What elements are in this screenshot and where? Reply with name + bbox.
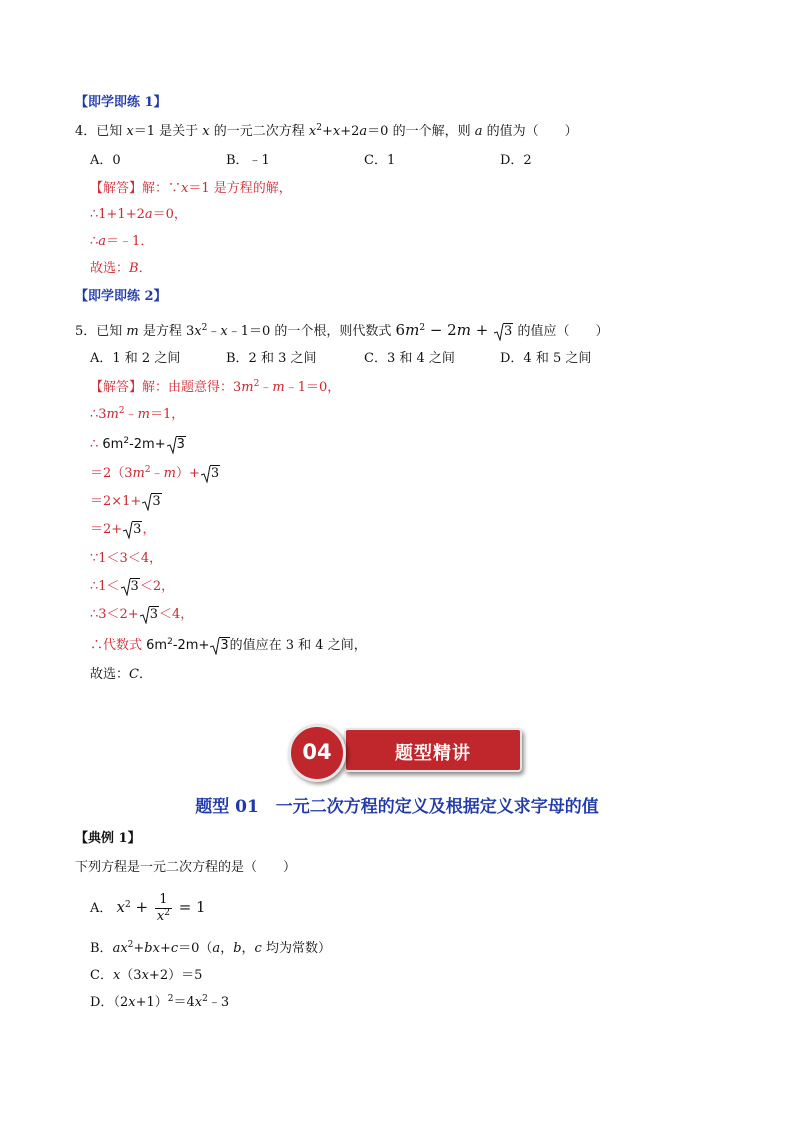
- q4-option-d: D．2: [500, 153, 532, 168]
- q4-solution-line-2: ∴1+1+2a＝0，: [90, 207, 187, 222]
- example1-option-d: D．$(2x+1)^2=4x^2﹣3$: [90, 994, 230, 1010]
- q4-option-c: C．1: [364, 153, 396, 168]
- practice1-tag: 【即学即练 1】: [75, 95, 167, 110]
- example1-option-c: C．x（3x+2）＝5: [90, 968, 203, 983]
- q5-option-c: C．3 和 4 之间: [364, 351, 455, 366]
- example1-tag: 【典例 1】: [75, 831, 141, 846]
- sqrt-icon: 3: [201, 465, 220, 483]
- q5-option-d: D．4 和 5 之间: [500, 351, 592, 366]
- q4-option-b: B．﹣1: [226, 153, 270, 168]
- example1-question: 下列方程是一元二次方程的是（ ）: [75, 860, 297, 875]
- q4-solution-line-4: 故选：B．: [90, 261, 152, 276]
- banner-label-bar: 题型精讲: [344, 728, 522, 772]
- q5-solution-line-3: ∴ $6m^2-2m+$ 3: [90, 436, 185, 452]
- section-title: 题型 01 一元二次方程的定义及根据定义求字母的值: [195, 797, 599, 817]
- sqrt-icon: 3: [140, 606, 159, 624]
- sqrt-icon: 3: [167, 436, 186, 454]
- q5-solution-line-5: ＝2×1+ 3: [90, 494, 161, 509]
- q5-option-b: B．2 和 3 之间: [226, 351, 317, 366]
- sqrt-icon: 3: [123, 521, 142, 539]
- q5-solution-line-1: 【解答】解：由题意得：$3m^2﹣m﹣1=0$，: [90, 379, 341, 395]
- section-banner: [288, 724, 524, 780]
- q5-solution-line-8: ∴1＜ 3＜2，: [90, 579, 175, 594]
- q5-solution-line-9: ∴3＜2+ 3＜4，: [90, 607, 194, 622]
- sqrt-icon: 3: [210, 637, 229, 655]
- q5-solution-line-11: 故选：C．: [90, 667, 152, 682]
- q5-solution-line-6: ＝2+ 3，: [90, 522, 156, 537]
- example1-option-b: B．$ax^2+bx+c=0(a$，b，c 均为常数）: [90, 940, 331, 956]
- example1-option-a: A． $x^2$ + $\frac{1}{x^2}$ = 1: [90, 892, 206, 924]
- sqrt-icon: 3: [142, 493, 161, 511]
- q5-option-a: A．1 和 2 之间: [90, 351, 181, 366]
- q4-solution-line-1: 【解答】解：∵x＝1 是方程的解，: [90, 181, 292, 196]
- sqrt-icon: 3: [121, 578, 140, 596]
- fraction: $\frac{1}{x^2}$: [156, 892, 170, 924]
- q5-solution-line-10: ∴代数式 $6m^2-2m+$ 3的值应在 3 和 4 之间，: [90, 637, 367, 653]
- practice2-tag: 【即学即练 2】: [75, 289, 167, 304]
- q4-solution-line-3: ∴a＝﹣1．: [90, 234, 154, 249]
- question-5: 5．已知 m 是方程 $3x^2﹣x﹣1=0$ 的一个根，则代数式 $6m^2 - 2m$ + 3 的值应（ ）: [75, 321, 609, 339]
- q5-solution-line-7: ∵1＜3＜4，: [90, 551, 163, 566]
- sqrt-icon: 3: [494, 323, 513, 341]
- banner-number-badge: 04: [288, 724, 346, 782]
- question-4: 4．已知 x＝1 是关于 x 的一元二次方程 $x^2+x+2a=0$ 的一个解，则 a 的值为（ ）: [75, 123, 578, 139]
- q5-solution-line-2: $\therefore 3m^2﹣m=1$，: [90, 406, 185, 422]
- q4-option-a: A．0: [90, 153, 121, 168]
- q5-solution-line-4: $=2(3m^2﹣m)+$ 3: [90, 465, 220, 481]
